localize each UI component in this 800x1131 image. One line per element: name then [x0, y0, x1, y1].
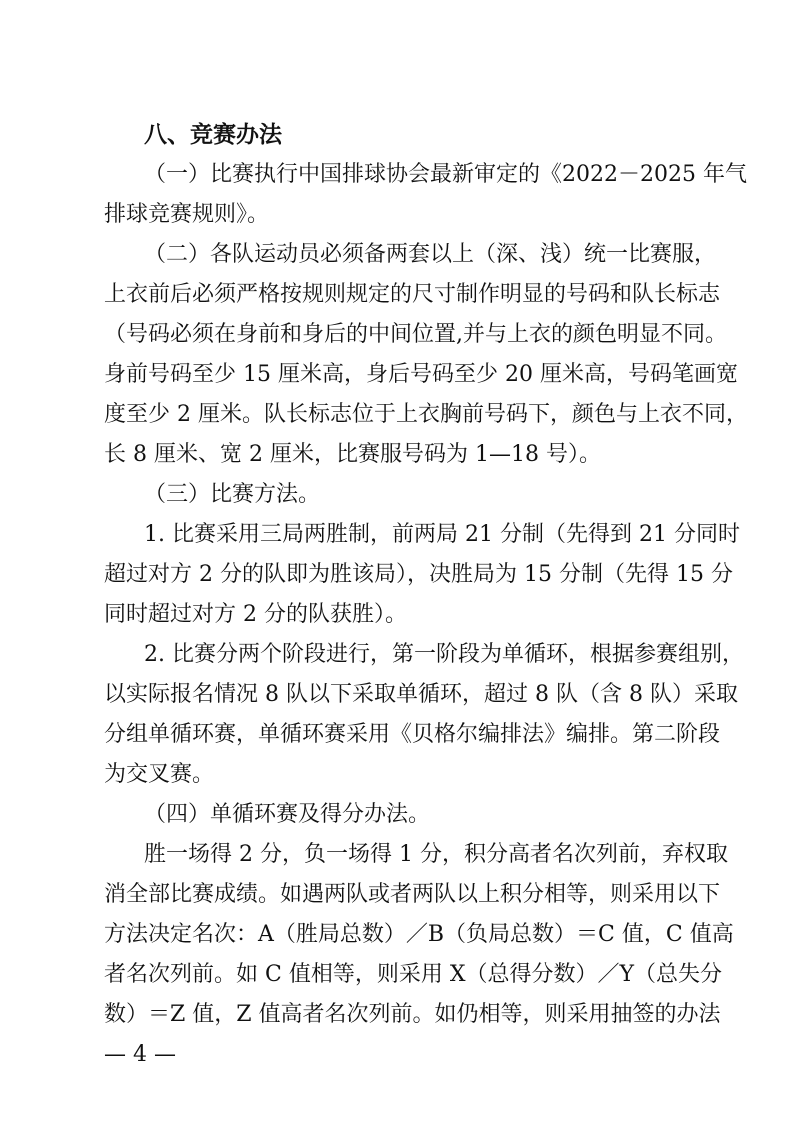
paragraph-line: 分组单循环赛，单循环赛采用《贝格尔编排法》编排。第二阶段	[104, 722, 721, 747]
paragraph-line: （三）比赛方法。	[144, 482, 321, 507]
paragraph-line: 者名次列前。如 C 值相等，则采用 X（总得分数）／Y（总失分	[104, 962, 722, 987]
paragraph-line: （四）单循环赛及得分办法。	[144, 802, 431, 827]
paragraph-line: 同时超过对方 2 分的队获胜）。	[104, 602, 407, 627]
paragraph-line: 超过对方 2 分的队即为胜该局），决胜局为 15 分制（先得 15 分	[104, 562, 733, 587]
paragraph-line: 数）＝Z 值，Z 值高者名次列前。如仍相等，则采用抽签的办法	[104, 1002, 721, 1027]
paragraph-line: （一）比赛执行中国排球协会最新审定的《2022－2025 年气	[144, 162, 747, 187]
paragraph-line: 以实际报名情况 8 队以下采取单循环，超过 8 队（含 8 队）采取	[104, 682, 738, 707]
paragraph-line: （二）各队运动员必须备两套以上（深、浅）统一比赛服，	[144, 242, 717, 267]
page-number: — 4 —	[104, 1042, 176, 1067]
paragraph-line: 上衣前后必须严格按规则规定的尺寸制作明显的号码和队长标志	[104, 282, 721, 307]
paragraph-line: 度至少 2 厘米。队长标志位于上衣胸前号码下，颜色与上衣不同，	[104, 402, 748, 427]
paragraph-line: （号码必须在身前和身后的中间位置,并与上衣的颜色明显不同。	[104, 322, 727, 347]
paragraph-line: 为交叉赛。	[104, 762, 215, 787]
paragraph-line: 2. 比赛分两个阶段进行，第一阶段为单循环，根据参赛组别，	[144, 642, 744, 667]
section-heading: 八、竞赛办法	[144, 122, 282, 148]
paragraph-line: 长 8 厘米、宽 2 厘米，比赛服号码为 1—18 号）。	[104, 442, 601, 467]
paragraph-line: 胜一场得 2 分，负一场得 1 分，积分高者名次列前，弃权取	[144, 842, 728, 867]
paragraph-line: 1. 比赛采用三局两胜制，前两局 21 分制（先得到 21 分同时	[144, 522, 740, 547]
paragraph-line: 方法决定名次：A（胜局总数）／B（负局总数）＝C 值，C 值高	[104, 922, 734, 947]
paragraph-line: 身前号码至少 15 厘米高，身后号码至少 20 厘米高，号码笔画宽	[104, 362, 738, 387]
paragraph-line: 消全部比赛成绩。如遇两队或者两队以上积分相等，则采用以下	[104, 882, 721, 907]
paragraph-line: 排球竞赛规则》。	[104, 202, 270, 227]
